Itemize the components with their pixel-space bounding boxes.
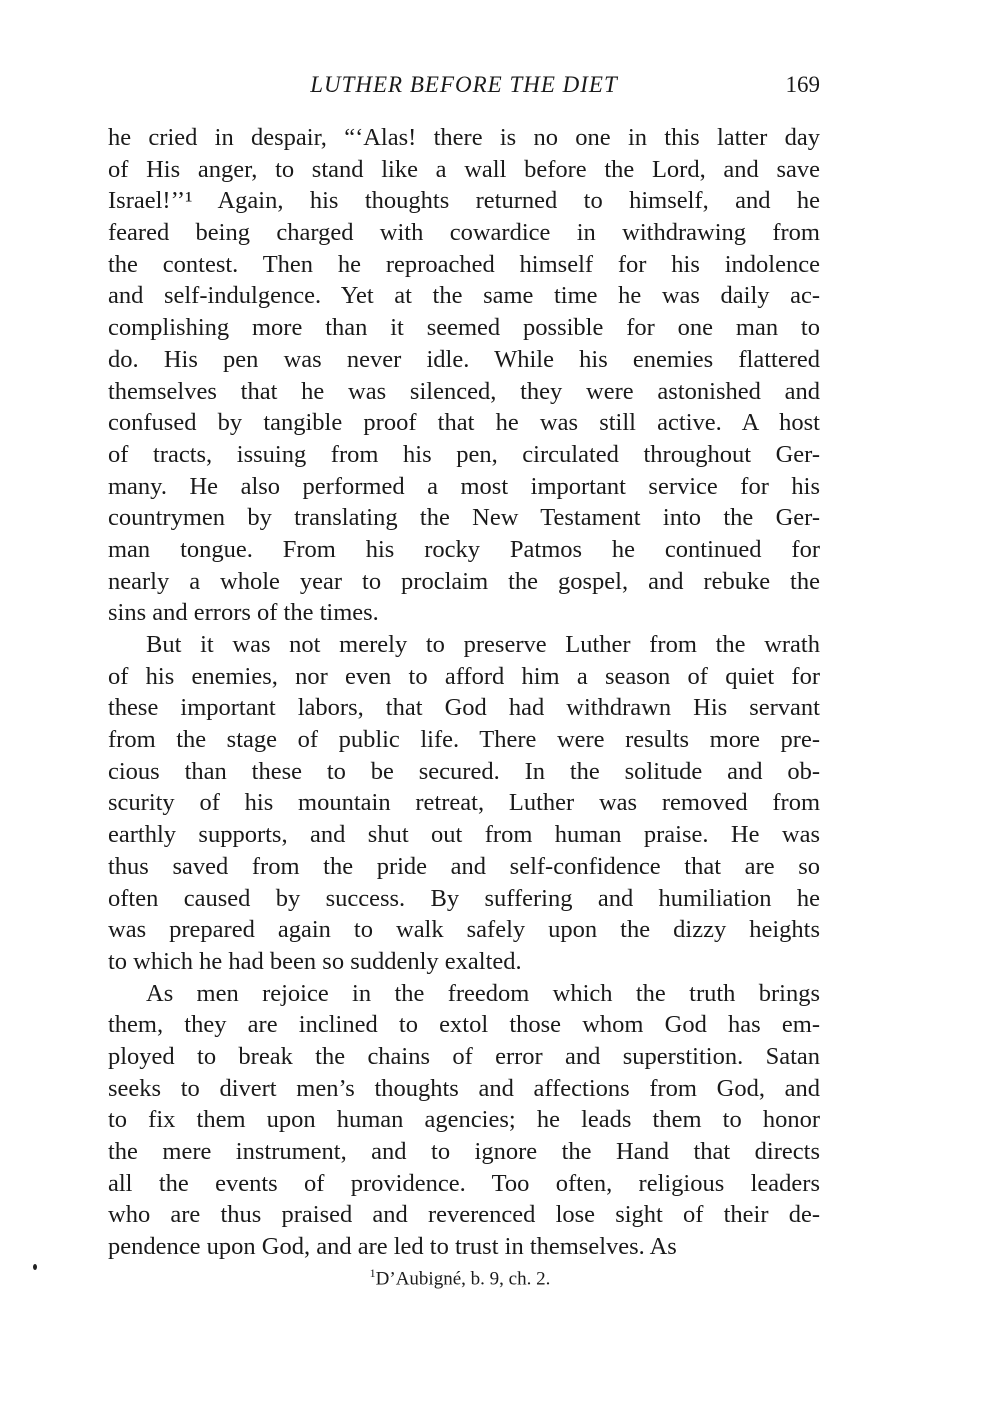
- text-line: and self-indulgence. Yet at the same time he was daily ac-: [108, 282, 820, 310]
- text-line: man tongue. From his rocky Patmos he continued for: [108, 535, 820, 563]
- text-line: sins and errors of the times.: [108, 599, 379, 627]
- body-text: [108, 122, 820, 1263]
- text-line: feared being charged with cowardice in withdrawing from: [108, 219, 820, 247]
- paragraph: [108, 629, 820, 978]
- footnote-marker: 1: [369, 1266, 376, 1280]
- running-title: LUTHER BEFORE THE DIET: [310, 72, 618, 97]
- scan-speck: [33, 1264, 37, 1270]
- page-header: [108, 68, 820, 102]
- text-line: Israel!’’¹ Again, his thoughts returned to himself, and he: [108, 187, 820, 215]
- text-line: seeks to divert men’s thoughts and affections from God, and: [108, 1074, 820, 1102]
- text-line: these important labors, that God had withdrawn His servant: [108, 694, 820, 722]
- text-line: of tracts, issuing from his pen, circulated throughout Ger-: [108, 440, 820, 468]
- text-line: all the events of providence. Too often, religious leaders: [108, 1169, 820, 1197]
- text-line: who are thus praised and reverenced lose sight of their de-: [108, 1201, 820, 1229]
- text-line: pendence upon God, and are led to trust in themselves. As: [108, 1233, 677, 1261]
- paragraph: [108, 978, 820, 1263]
- text-line: from the stage of public life. There were results more pre-: [108, 726, 820, 754]
- text-line: of his enemies, nor even to afford him a season of quiet for: [108, 662, 820, 690]
- text-line: do. His pen was never idle. While his enemies flattered: [108, 345, 820, 373]
- text-line: scurity of his mountain retreat, Luther was removed from: [108, 789, 820, 817]
- text-line: many. He also performed a most important service for his: [108, 472, 820, 500]
- paragraph: [108, 122, 820, 629]
- text-line: thus saved from the pride and self-confidence that are so: [108, 852, 820, 880]
- text-line: themselves that he was silenced, they were astonished and: [108, 377, 820, 405]
- text-line: cious than these to be secured. In the solitude and ob-: [108, 757, 820, 785]
- footnote-text: D’Aubigné, b. 9, ch. 2.: [375, 1268, 551, 1290]
- text-line: of His anger, to stand like a wall before the Lord, and save: [108, 155, 820, 183]
- text-line: to fix them upon human agencies; he leads them to honor: [108, 1106, 820, 1134]
- text-line: But it was not merely to preserve Luther from the wrath: [146, 631, 820, 658]
- text-line: ployed to break the chains of error and superstition. Satan: [108, 1042, 820, 1070]
- text-line: earthly supports, and shut out from human praise. He was: [108, 821, 820, 849]
- text-line: complishing more than it seemed possible for one man to: [108, 314, 820, 342]
- text-line: As men rejoice in the freedom which the truth brings: [146, 979, 820, 1007]
- text-line: the mere instrument, and to ignore the Hand that directs: [108, 1138, 820, 1165]
- page-number: 169: [785, 72, 820, 97]
- text-line: he cried in despair, “‘Alas! there is no one in this latter day: [108, 124, 820, 151]
- text-line: often caused by success. By suffering and humiliation he: [108, 884, 820, 912]
- footnote: [0, 1266, 920, 1290]
- text-line: was prepared again to walk safely upon the dizzy heights: [108, 916, 820, 944]
- text-line: the contest. Then he reproached himself for his indolence: [108, 250, 820, 278]
- text-line: countrymen by translating the New Testament into the Ger-: [108, 504, 820, 532]
- text-line: confused by tangible proof that he was still active. A host: [108, 409, 820, 437]
- text-line: nearly a whole year to proclaim the gospel, and rebuke the: [108, 567, 820, 595]
- text-line: to which he had been so suddenly exalted.: [108, 947, 522, 975]
- text-line: them, they are inclined to extol those whom God has em-: [108, 1011, 820, 1039]
